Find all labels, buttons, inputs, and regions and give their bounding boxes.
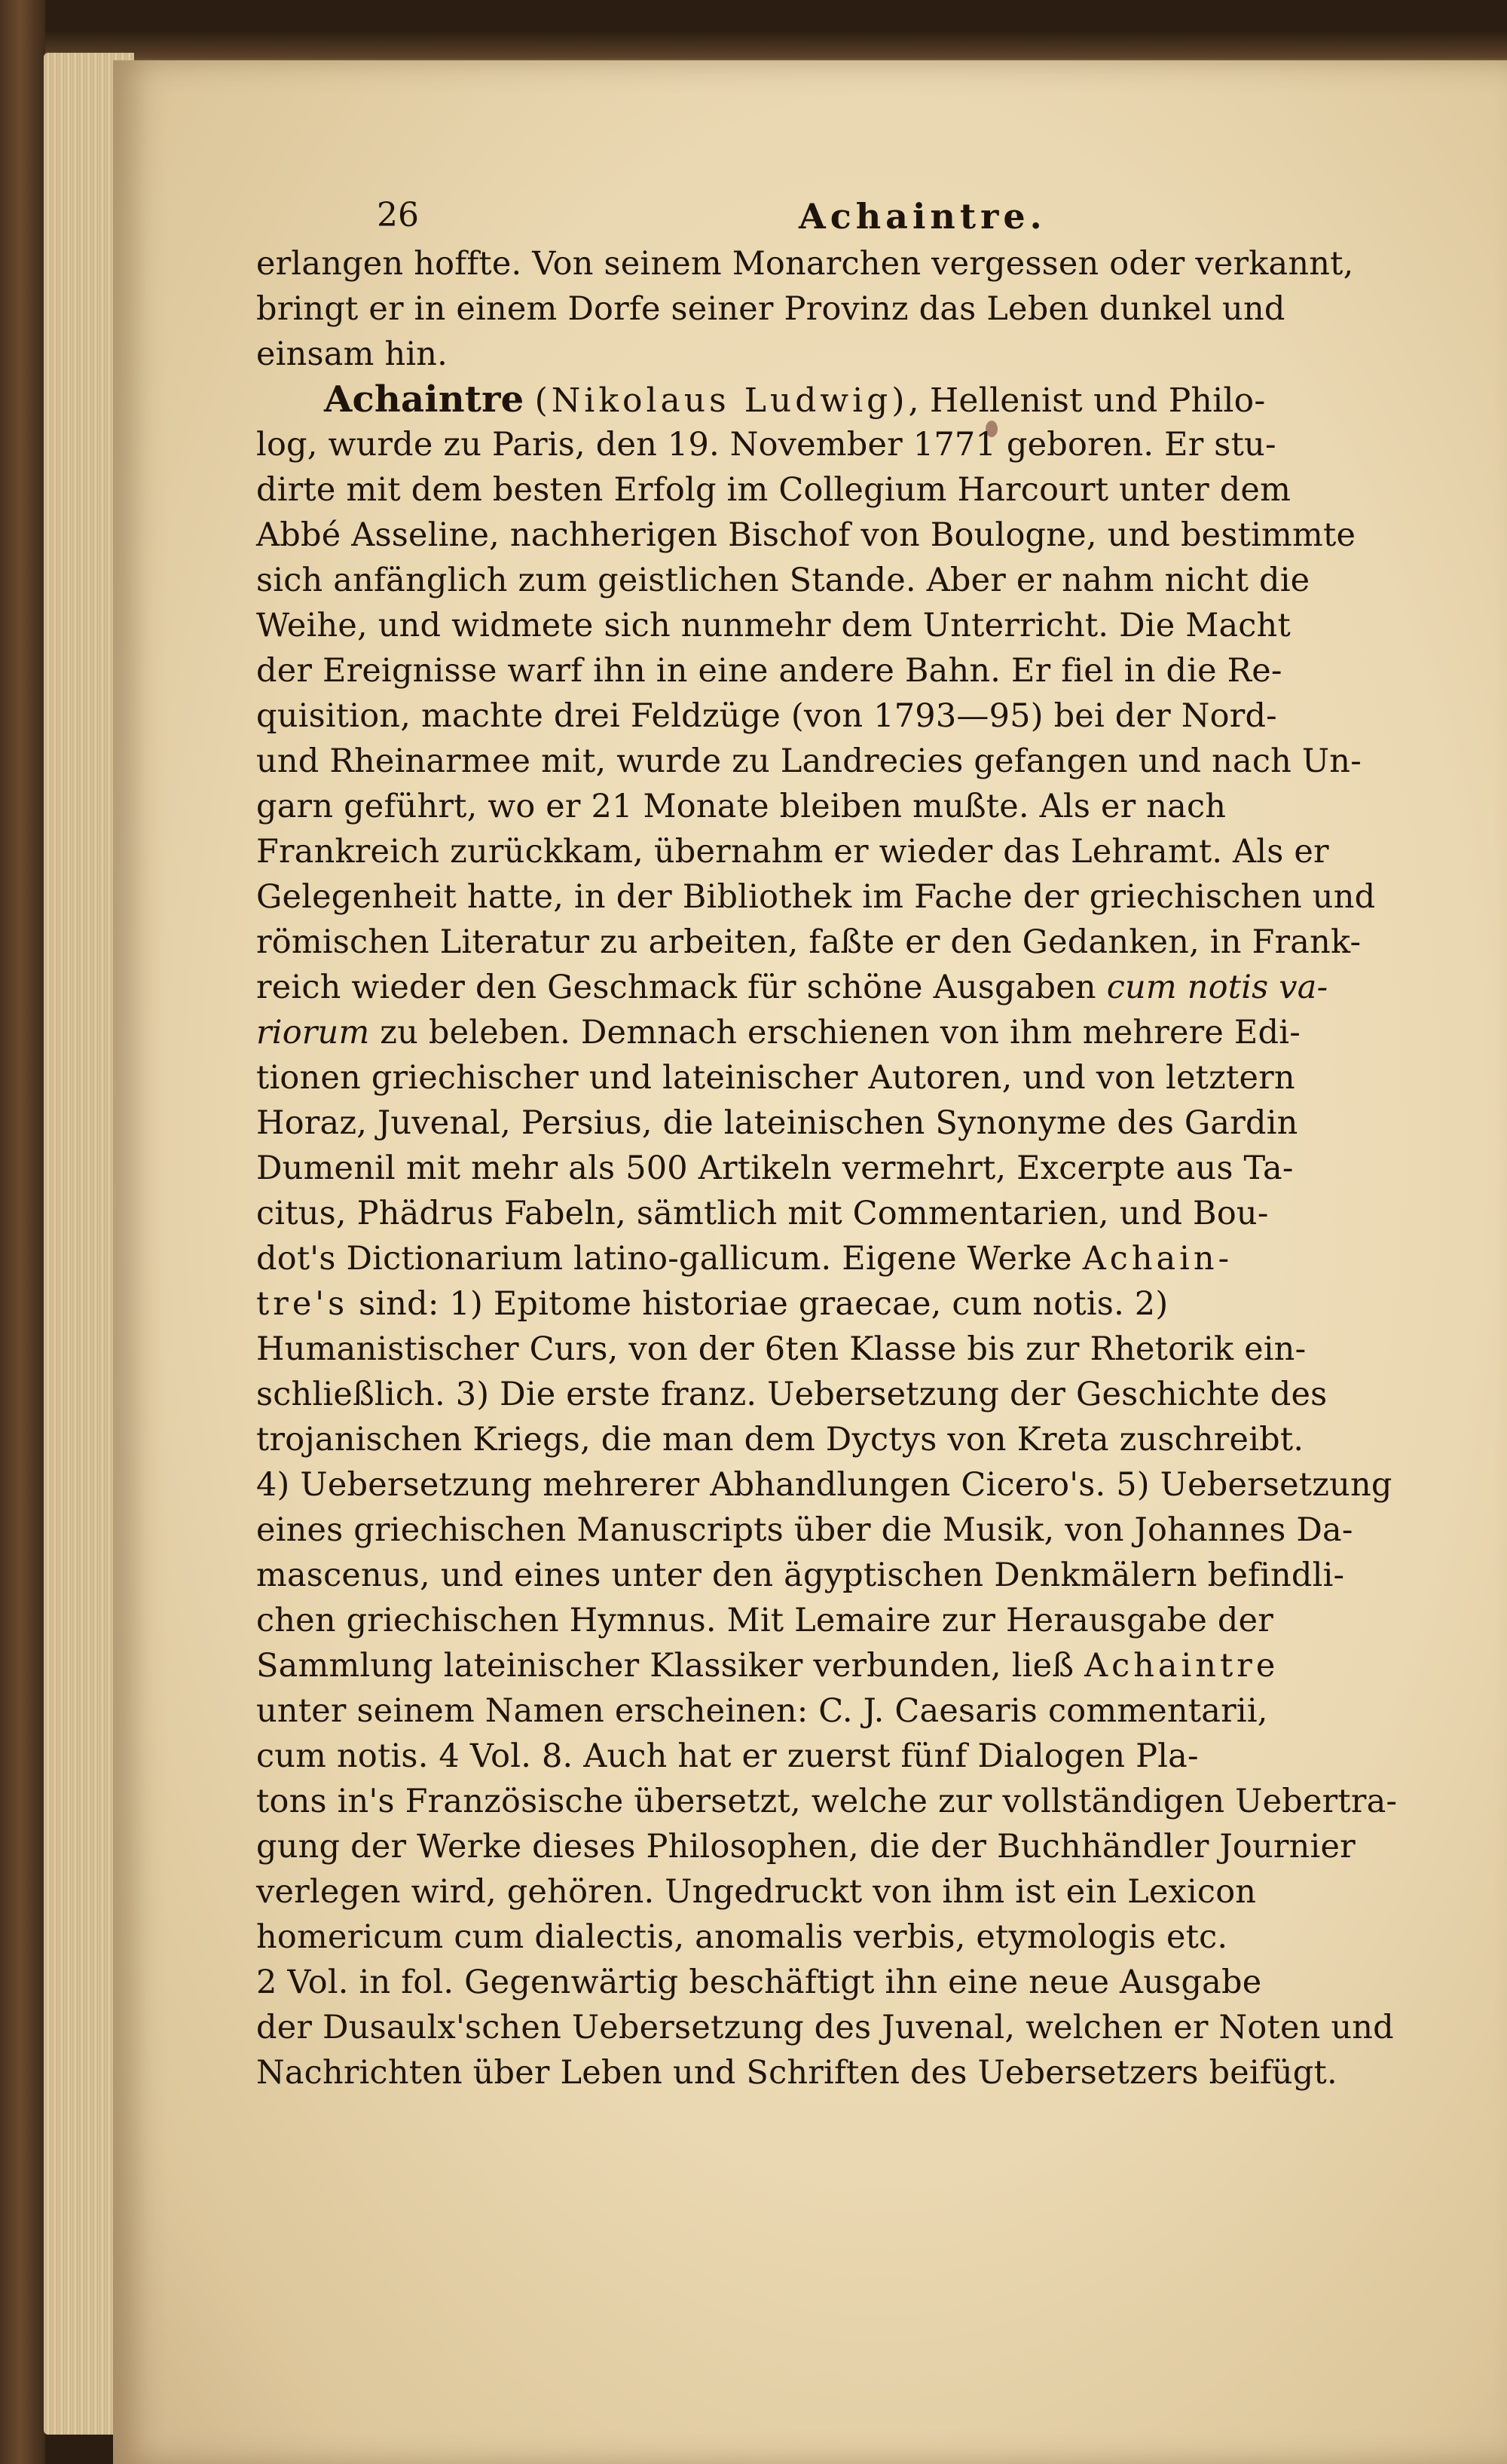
text-line: trojanischen Kriegs, die man dem Dyctys von Kreta zuschreibt. [256, 1421, 1304, 1459]
text-line: schließlich. 3) Die erste franz. Uebersetzung der Geschichte des [256, 1376, 1328, 1413]
text-line: bringt er in einem Dorfe seiner Provinz das Leben dunkel und [256, 290, 1285, 328]
text-line: Frankreich zurückkam, übernahm er wieder das Lehramt. Als er [256, 833, 1329, 871]
page-number: 26 [377, 196, 419, 234]
text-line: eines griechischen Manuscripts über die Musik, von Johannes Da- [256, 1511, 1353, 1549]
text-line: 2 Vol. in fol. Gegenwärtig beschäftigt ihn eine neue Ausgabe [256, 1964, 1262, 2001]
text-line: gung der Werke dieses Philosophen, die der Buchhändler Journier [256, 1828, 1356, 1866]
entry-description: , Hellenist und Philo- [908, 381, 1266, 420]
text-line [256, 1236, 1417, 1281]
running-head: Achaintre. [799, 196, 1047, 237]
text-line: garn geführt, wo er 21 Monate bleiben mußte. Als er nach [256, 788, 1227, 825]
text-line: citus, Phädrus Fabeln, sämtlich mit Commentarien, und Bou- [256, 1195, 1269, 1232]
text-line: homericum cum dialectis, anomalis verbis, etymologis etc. [256, 1918, 1228, 1956]
spaced-name: tre's [256, 1285, 349, 1323]
text-line: Abbé Asseline, nachherigen Bischof von Boulogne, und bestimmte [256, 516, 1356, 554]
text-line: Humanistischer Curs, von der 6ten Klasse bis zur Rhetorik ein- [256, 1330, 1307, 1368]
text-line: cum notis. 4 Vol. 8. Auch hat er zuerst fünf Dialogen Pla- [256, 1737, 1199, 1775]
text-line: Gelegenheit hatte, in der Bibliothek im Fache der griechischen und [256, 878, 1376, 916]
entry-headword: Achaintre [324, 378, 524, 421]
text-segment: sind: 1) Epitome historiae graecae, cum notis. 2) [348, 1285, 1169, 1323]
text-line [256, 965, 1417, 1010]
text-line: sich anfänglich zum geistlichen Stande. Aber er nahm nicht die [256, 562, 1310, 599]
text-line: Dumenil mit mehr als 500 Artikeln vermehrt, Excerpte aus Ta- [256, 1149, 1294, 1187]
latin-phrase: cum notis va- [1106, 969, 1328, 1006]
page-header [256, 181, 1417, 241]
text-line: erlangen hoffte. Von seinem Monarchen vergessen oder verkannt, [256, 245, 1354, 283]
text-line: 4) Uebersetzung mehrerer Abhandlungen Cicero's. 5) Uebersetzung [256, 1466, 1392, 1504]
spaced-name: Achain- [1082, 1240, 1233, 1278]
text-line: römischen Literatur zu arbeiten, faßte er den Gedanken, in Frank- [256, 923, 1362, 961]
text-line: Nachrichten über Leben und Schriften des Uebersetzers beifügt. [256, 2054, 1337, 2092]
text-line: einsam hin. [256, 335, 448, 373]
text-line: verlegen wird, gehören. Ungedruckt von ihm ist ein Lexicon [256, 1873, 1257, 1911]
text-line: log, wurde zu Paris, den 19. November 1771 geboren. Er stu- [256, 426, 1276, 464]
text-line: Horaz, Juvenal, Persius, die lateinischen Synonyme des Gardin [256, 1104, 1298, 1142]
entry-headword-line [256, 377, 1417, 422]
text-segment: zu beleben. Demnach erschienen von ihm mehrere Edi- [369, 1014, 1301, 1051]
entry-given-names: (Nikolaus Ludwig) [534, 381, 909, 420]
spaced-name: Achaintre [1084, 1647, 1279, 1685]
text-line [256, 1010, 1417, 1055]
text-line: unter seinem Namen erscheinen: C. J. Caesaris commentarii, [256, 1692, 1268, 1730]
text-segment: dot's Dictionarium latino-gallicum. Eigene Werke [256, 1240, 1083, 1278]
text-segment: reich wieder den Geschmack für schöne Ausgaben [256, 969, 1107, 1006]
text-segment: Sammlung lateinischer Klassiker verbunden, ließ [256, 1647, 1085, 1685]
text-line: mascenus, und eines unter den ägyptischen Denkmälern befindli- [256, 1556, 1345, 1594]
body-text [256, 241, 1417, 2095]
text-line: und Rheinarmee mit, wurde zu Landrecies gefangen und nach Un- [256, 742, 1362, 780]
text-line: chen griechischen Hymnus. Mit Lemaire zur Herausgabe der [256, 1602, 1273, 1639]
text-line: tionen griechischer und lateinischer Autoren, und von letztern [256, 1059, 1295, 1097]
text-line [256, 1643, 1417, 1688]
page-text [256, 181, 1417, 2095]
latin-phrase: riorum [256, 1014, 370, 1051]
text-line: der Ereignisse warf ihn in eine andere Bahn. Er fiel in die Re- [256, 652, 1282, 690]
text-line: dirte mit dem besten Erfolg im Collegium Harcourt unter dem [256, 471, 1291, 509]
text-line: tons in's Französische übersetzt, welche zur vollständigen Uebertra- [256, 1783, 1398, 1820]
text-line: der Dusaulx'schen Uebersetzung des Juvenal, welchen er Noten und [256, 2009, 1394, 2046]
text-line: quisition, machte drei Feldzüge (von 1793—95) bei der Nord- [256, 697, 1277, 735]
text-line [256, 1281, 1417, 1327]
text-line: Weihe, und widmete sich nunmehr dem Unterricht. Die Macht [256, 607, 1291, 644]
book-cover-edge [0, 0, 45, 2464]
